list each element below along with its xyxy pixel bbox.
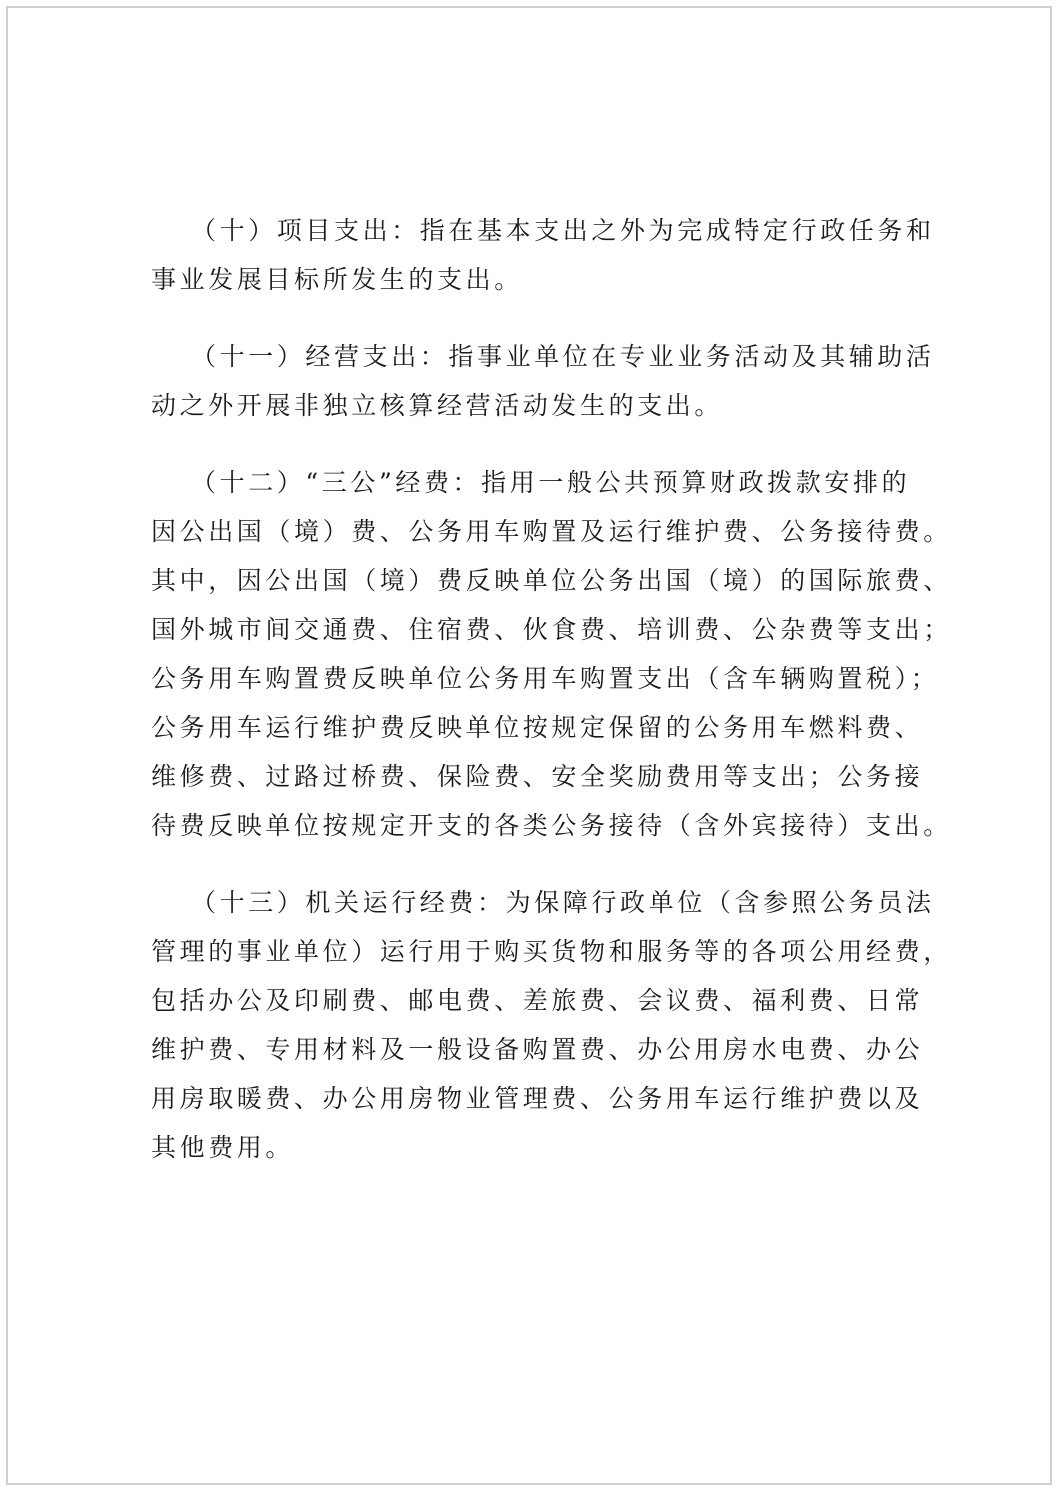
document-page xyxy=(6,6,1052,1485)
text-line: 用房取暖费、办公用房物业管理费、公务用车运行维护费以及 xyxy=(151,1084,924,1113)
text-line: 因公出国（境）费、公务用车购置及运行维护费、公务接待费。 xyxy=(151,517,952,546)
document-body xyxy=(151,206,951,1200)
text-line: 公务用车运行维护费反映单位按规定保留的公务用车燃料费、 xyxy=(151,713,924,742)
text-line: 待费反映单位按规定开支的各类公务接待（含外宾接待）支出。 xyxy=(151,811,952,840)
text-line: （十三）机关运行经费：为保障行政单位（含参照公务员法 xyxy=(191,888,935,917)
text-line: （十）项目支出：指在基本支出之外为完成特定行政任务和 xyxy=(191,216,935,245)
text-line: 公务用车购置费反映单位公务用车购置支出（含车辆购置税）； xyxy=(151,664,940,693)
paragraph-agency-operating-expenses xyxy=(151,878,951,1172)
paragraph-operating-expenditure xyxy=(151,332,951,430)
text-line: 事业发展目标所发生的支出。 xyxy=(151,265,523,294)
text-line: 其中，因公出国（境）费反映单位公务出国（境）的国际旅费、 xyxy=(151,566,952,595)
text-line: 动之外开展非独立核算经营活动发生的支出。 xyxy=(151,391,724,420)
text-line: 管理的事业单位）运行用于购买货物和服务等的各项公用经费， xyxy=(151,937,952,966)
paragraph-project-expenditure xyxy=(151,206,951,304)
text-line: （十二）“三公”经费：指用一般公共预算财政拨款安排的 xyxy=(191,468,911,497)
text-line: 国外城市间交通费、住宿费、伙食费、培训费、公杂费等支出； xyxy=(151,615,952,644)
text-line: 维修费、过路过桥费、保险费、安全奖励费用等支出；公务接 xyxy=(151,762,924,791)
paragraph-three-public-expenses xyxy=(151,458,951,850)
text-line: （十一）经营支出：指事业单位在专业业务活动及其辅助活 xyxy=(191,342,935,371)
text-line: 其他费用。 xyxy=(151,1133,295,1162)
text-line: 维护费、专用材料及一般设备购置费、办公用房水电费、办公 xyxy=(151,1035,924,1064)
text-line: 包括办公及印刷费、邮电费、差旅费、会议费、福利费、日常 xyxy=(151,986,924,1015)
